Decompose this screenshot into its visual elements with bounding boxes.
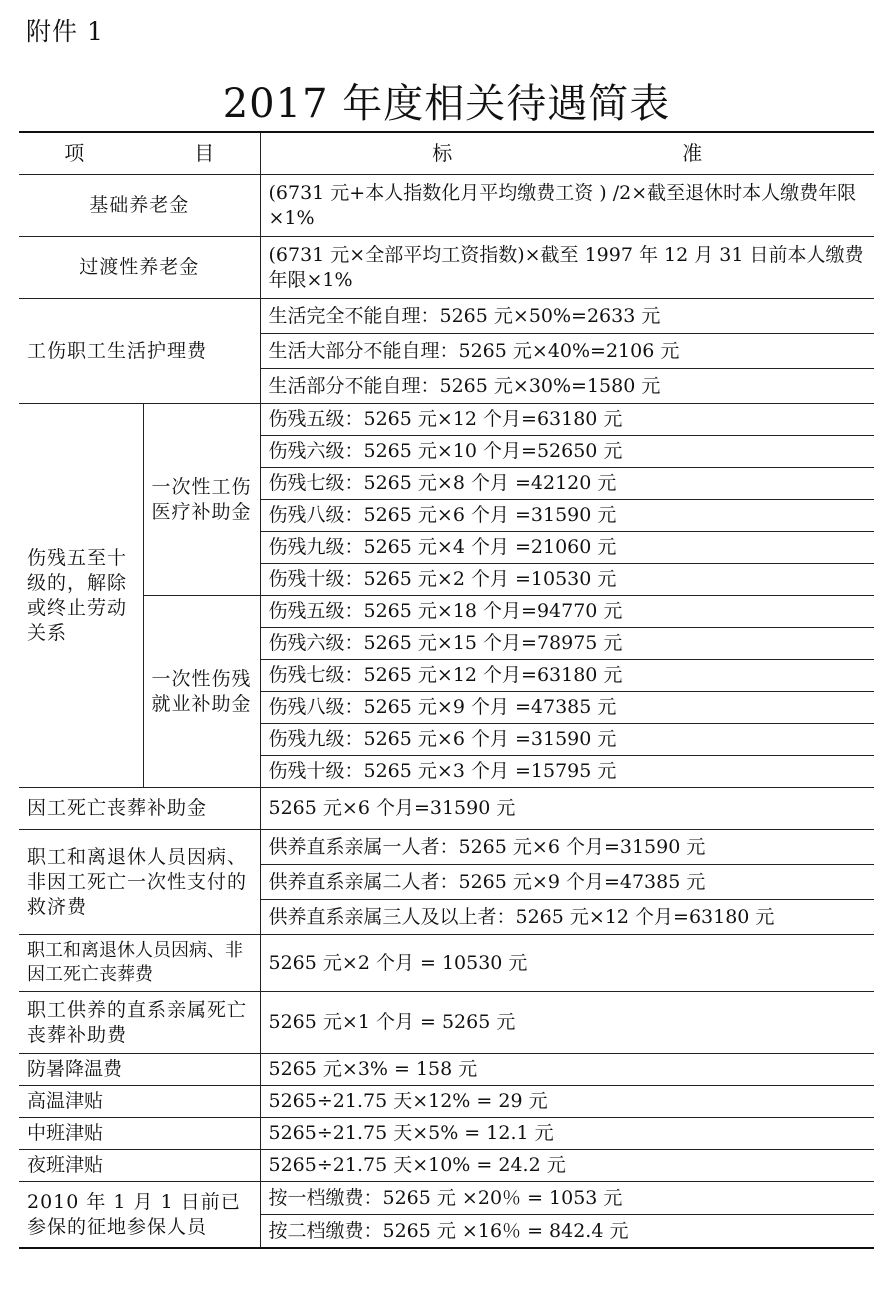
retiree-funeral-value: 5265 元×2 个月 = 10530 元 [260,935,874,992]
table-row [19,404,874,436]
basic-pension-label: 基础养老金 [19,175,260,237]
benefits-table [19,131,874,1249]
employment-subsidy-row: 伤残十级：5265 元×3 个月 =15795 元 [260,756,874,788]
medical-subsidy-row: 伤残八级：5265 元×6 个月 =31590 元 [260,500,874,532]
table-row [19,299,874,334]
medical-subsidy-label: 一次性工伤医疗补助金 [143,404,260,596]
employment-subsidy-row: 伤残九级：5265 元×6 个月 =31590 元 [260,724,874,756]
summer-label: 防暑降温费 [19,1054,260,1086]
medical-subsidy-row: 伤残九级：5265 元×4 个月 =21060 元 [260,532,874,564]
relief-row: 供养直系亲属二人者：5265 元×9 个月=47385 元 [260,865,874,900]
land-row: 按二档缴费：5265 元 ×16％ = 842.4 元 [260,1215,874,1249]
night-shift-value: 5265÷21.75 天×10% = 24.2 元 [260,1150,874,1182]
table-row [19,175,874,237]
land-label: 2010 年 1 月 1 日前已参保的征地参保人员 [19,1182,260,1249]
table-row [19,992,874,1054]
employment-subsidy-row: 伤残七级：5265 元×12 个月=63180 元 [260,660,874,692]
table-row [19,1150,874,1182]
employment-subsidy-row: 伤残六级：5265 元×15 个月=78975 元 [260,628,874,660]
table-header-row [19,132,874,175]
land-row: 按一档缴费：5265 元 ×20％ = 1053 元 [260,1182,874,1215]
table-row [19,1054,874,1086]
table-row [19,935,874,992]
nursing-row: 生活大部分不能自理：5265 元×40%=2106 元 [260,334,874,369]
relief-label: 职工和离退休人员因病、非因工死亡一次性支付的救济费 [19,830,260,935]
funeral-label: 因工死亡丧葬补助金 [19,788,260,830]
employment-subsidy-row: 伤残五级：5265 元×18 个月=94770 元 [260,596,874,628]
nursing-row: 生活部分不能自理：5265 元×30%=1580 元 [260,369,874,404]
high-temp-value: 5265÷21.75 天×12% = 29 元 [260,1086,874,1118]
retiree-funeral-label: 职工和离退休人员因病、非因工死亡丧葬费 [19,935,260,992]
disability-label: 伤残五至十级的，解除或终止劳动关系 [19,404,143,788]
relief-row: 供养直系亲属一人者：5265 元×6 个月=31590 元 [260,830,874,865]
night-shift-label: 夜班津贴 [19,1150,260,1182]
nursing-row: 生活完全不能自理：5265 元×50%=2633 元 [260,299,874,334]
medical-subsidy-row: 伤残十级：5265 元×2 个月 =10530 元 [260,564,874,596]
mid-shift-value: 5265÷21.75 天×5% = 12.1 元 [260,1118,874,1150]
table-row [19,788,874,830]
transition-pension-value: (6731 元×全部平均工资指数)×截至 1997 年 12 月 31 日前本人缴费年限×1% [260,237,874,299]
summer-value: 5265 元×3% = 158 元 [260,1054,874,1086]
table-row [19,596,874,628]
employment-subsidy-row: 伤残八级：5265 元×9 个月 =47385 元 [260,692,874,724]
funeral-value: 5265 元×6 个月=31590 元 [260,788,874,830]
header-item: 项目 [19,132,260,175]
high-temp-label: 高温津贴 [19,1086,260,1118]
mid-shift-label: 中班津贴 [19,1118,260,1150]
dependent-funeral-value: 5265 元×1 个月 = 5265 元 [260,992,874,1054]
medical-subsidy-row: 伤残七级：5265 元×8 个月 =42120 元 [260,468,874,500]
table-row [19,830,874,865]
medical-subsidy-row: 伤残五级：5265 元×12 个月=63180 元 [260,404,874,436]
page-title: 2017 年度相关待遇简表 [222,81,671,127]
relief-row: 供养直系亲属三人及以上者：5265 元×12 个月=63180 元 [260,900,874,935]
employment-subsidy-label: 一次性伤残就业补助金 [143,596,260,788]
table-row [19,1086,874,1118]
dependent-funeral-label: 职工供养的直系亲属死亡丧葬补助费 [19,992,260,1054]
table-row [19,1118,874,1150]
basic-pension-value: (6731 元+本人指数化月平均缴费工资 ) /2×截至退休时本人缴费年限×1% [260,175,874,237]
nursing-label: 工伤职工生活护理费 [19,299,260,404]
table-row [19,237,874,299]
attachment-label: 附件 1 [26,17,104,46]
table-row [19,1182,874,1215]
transition-pension-label: 过渡性养老金 [19,237,260,299]
medical-subsidy-row: 伤残六级：5265 元×10 个月=52650 元 [260,436,874,468]
header-standard: 标准 [260,132,874,175]
